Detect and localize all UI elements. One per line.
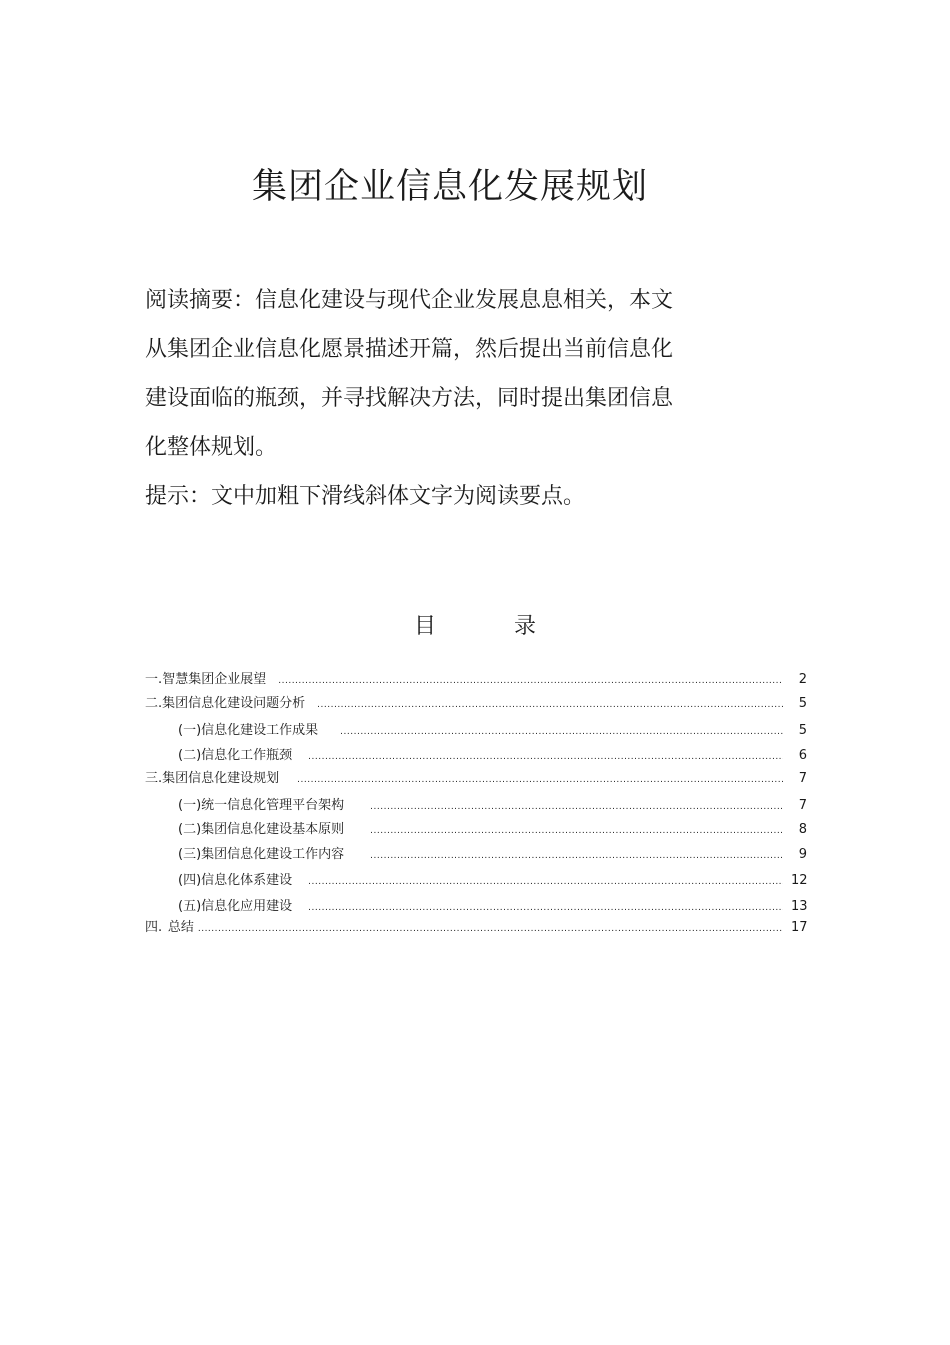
toc-entry-number: 四. bbox=[145, 920, 163, 935]
toc-leader-dots bbox=[308, 748, 783, 766]
toc-leader-dots bbox=[198, 920, 783, 938]
toc-entry-label: (三)集团信息化建设工作内容 bbox=[178, 847, 345, 862]
toc-entry-page: 7 bbox=[798, 771, 807, 786]
toc-entry-label: (一)信息化建设工作成果 bbox=[178, 723, 319, 738]
toc-entry-page: 7 bbox=[798, 798, 807, 813]
toc-leader-dots bbox=[297, 771, 783, 789]
toc-entry-label: 集团信息化建设规划 bbox=[162, 771, 280, 786]
document-title: 集团企业信息化发展规划 bbox=[251, 167, 648, 207]
toc-entry[interactable] bbox=[178, 846, 807, 864]
toc-entry[interactable] bbox=[178, 797, 807, 815]
toc-entry[interactable] bbox=[145, 919, 807, 937]
reading-hint: 提示：文中加粗下滑线斜体文字为阅读要点。 bbox=[145, 484, 586, 509]
toc-entry-page: 12 bbox=[791, 873, 808, 888]
toc-leader-dots bbox=[278, 672, 783, 690]
toc-heading-right: 录 bbox=[514, 614, 537, 639]
toc-heading-left: 目 bbox=[413, 614, 436, 639]
toc-entry-page: 9 bbox=[798, 847, 807, 862]
toc-leader-dots bbox=[370, 847, 783, 865]
toc-entry-page: 8 bbox=[798, 822, 807, 837]
toc-entry[interactable] bbox=[145, 770, 807, 788]
abstract-line: 建设面临的瓶颈，并寻找解决方法，同时提出集团信息 bbox=[145, 386, 674, 411]
toc-entry-page: 2 bbox=[798, 672, 807, 687]
toc-entry[interactable] bbox=[178, 747, 807, 765]
toc-entry-page: 5 bbox=[798, 723, 807, 738]
abstract-line: 阅读摘要：信息化建设与现代企业发展息息相关，本文 bbox=[145, 288, 674, 313]
toc-entry[interactable] bbox=[145, 695, 807, 713]
toc-entry[interactable] bbox=[178, 821, 807, 839]
toc-entry-page: 17 bbox=[791, 920, 808, 935]
toc-entry[interactable] bbox=[178, 898, 807, 916]
toc-leader-dots bbox=[308, 873, 783, 891]
toc-leader-dots bbox=[370, 822, 783, 840]
toc-leader-dots bbox=[340, 723, 783, 741]
toc-entry[interactable] bbox=[178, 722, 807, 740]
toc-entry-label: 总结 bbox=[167, 920, 194, 935]
toc-leader-dots bbox=[308, 899, 783, 917]
toc-entry-label: 智慧集团企业展望 bbox=[162, 672, 267, 687]
toc-entry[interactable] bbox=[178, 872, 807, 890]
toc-entry-label: (四)信息化体系建设 bbox=[178, 873, 293, 888]
abstract-line: 化整体规划。 bbox=[145, 435, 278, 460]
toc-entry-label: (五)信息化应用建设 bbox=[178, 899, 293, 914]
abstract-line: 从集团企业信息化愿景描述开篇，然后提出当前信息化 bbox=[145, 337, 674, 362]
toc-entry-label: (二)集团信息化建设基本原则 bbox=[178, 822, 345, 837]
toc-entry-number: 二. bbox=[145, 696, 163, 711]
toc-entry-label: (二)信息化工作瓶颈 bbox=[178, 748, 293, 763]
toc-entry-label: 集团信息化建设问题分析 bbox=[162, 696, 306, 711]
toc-entry-page: 6 bbox=[798, 748, 807, 763]
toc-entry-label: (一)统一信息化管理平台架构 bbox=[178, 798, 345, 813]
toc-leader-dots bbox=[370, 798, 783, 816]
toc-entry-page: 5 bbox=[798, 696, 807, 711]
toc-entry-page: 13 bbox=[791, 899, 808, 914]
toc-leader-dots bbox=[317, 696, 783, 714]
toc-entry[interactable] bbox=[145, 671, 807, 689]
toc-entry-number: 三. bbox=[145, 771, 163, 786]
toc-entry-number: 一. bbox=[145, 672, 163, 687]
